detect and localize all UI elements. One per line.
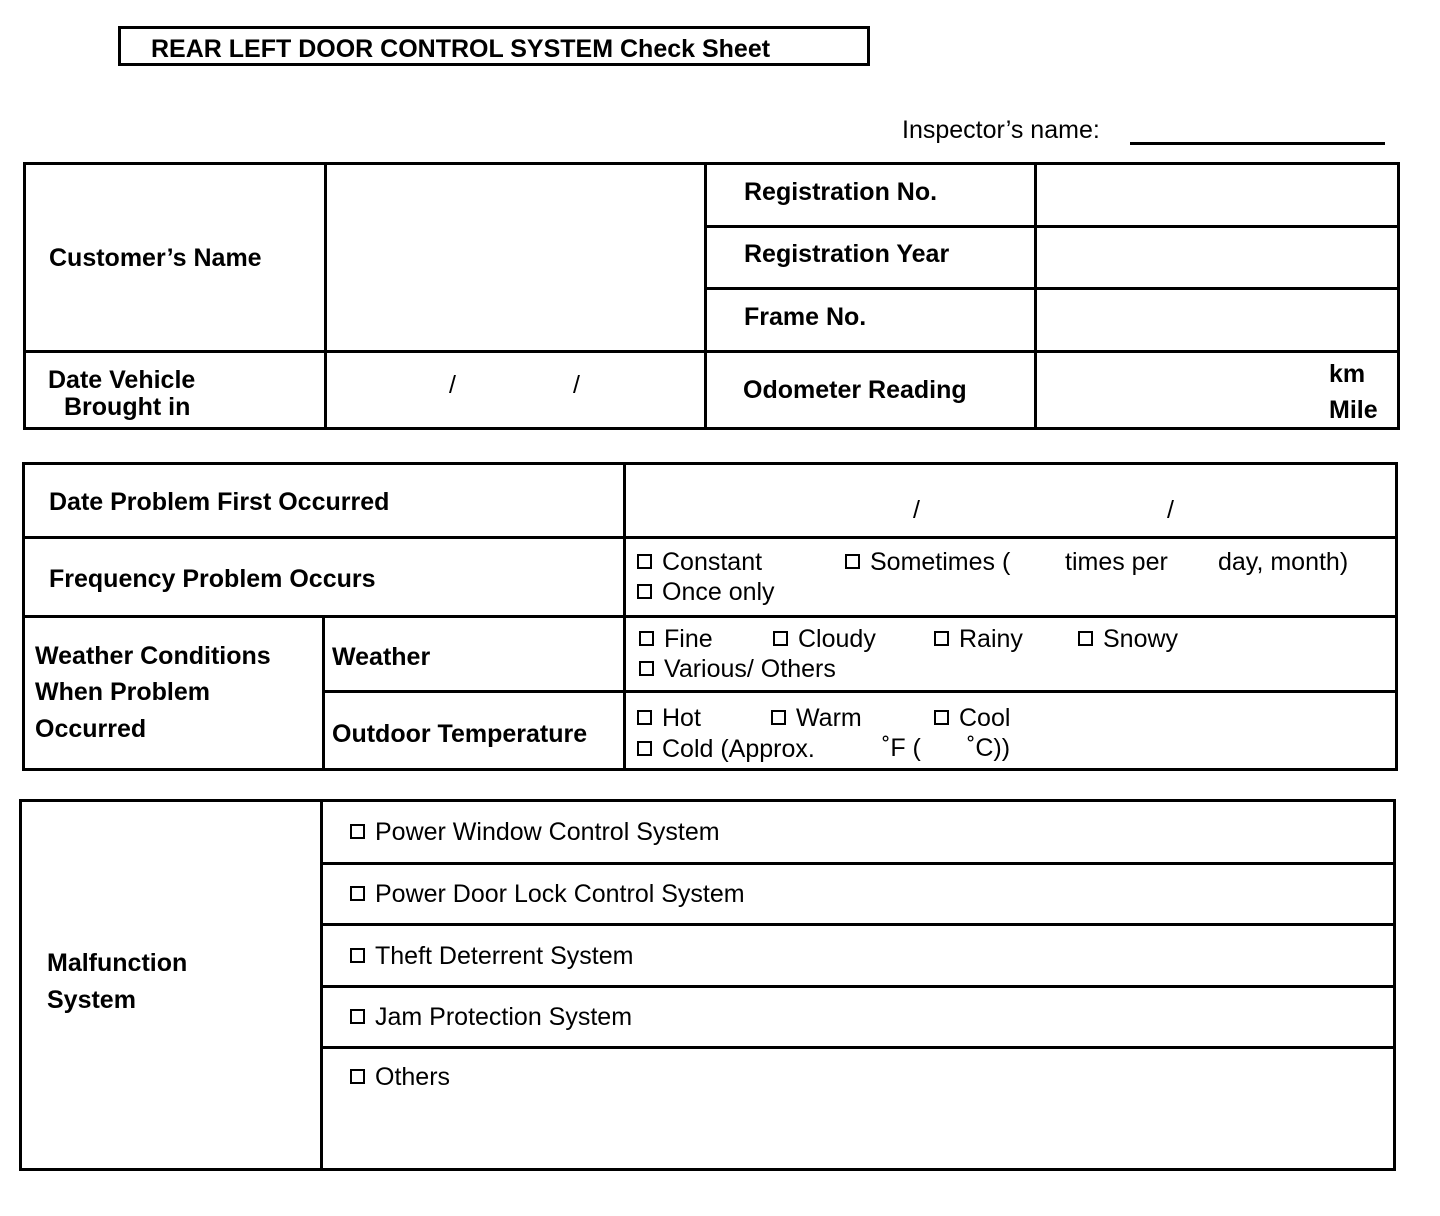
vehicle-info-table xyxy=(23,162,1400,430)
weather-option-rainy[interactable]: Rainy xyxy=(934,627,1023,652)
temperature-c-unit: ˚C)) xyxy=(967,734,1011,762)
frequency-sometimes-option[interactable]: Sometimes ( xyxy=(845,550,1010,575)
frequency-day-month: day, month) xyxy=(1218,548,1349,576)
checkbox-icon[interactable] xyxy=(350,1009,365,1024)
customer-name-label: Customer’s Name xyxy=(49,244,262,272)
inspector-name-field[interactable] xyxy=(1130,142,1385,145)
checkbox-icon[interactable] xyxy=(771,710,786,725)
date-separator: / xyxy=(573,371,580,399)
checkbox-icon[interactable] xyxy=(637,710,652,725)
customer-name-field[interactable] xyxy=(327,165,704,350)
malfunction-option-power-window[interactable]: Power Window Control System xyxy=(350,820,720,845)
checkbox-icon[interactable] xyxy=(637,554,652,569)
checkbox-icon[interactable] xyxy=(934,710,949,725)
checkbox-icon[interactable] xyxy=(1078,631,1093,646)
odometer-label: Odometer Reading xyxy=(743,376,967,404)
page-title: REAR LEFT DOOR CONTROL SYSTEM Check Sheet xyxy=(151,35,771,63)
problem-info-table xyxy=(22,462,1398,771)
malfunction-option-power-door-lock[interactable]: Power Door Lock Control System xyxy=(350,882,745,907)
checkbox-icon[interactable] xyxy=(845,554,860,569)
weather-label: Weather xyxy=(332,643,431,671)
odometer-unit-mile: Mile xyxy=(1329,396,1378,424)
frequency-times-per: times per xyxy=(1065,548,1168,576)
temperature-label: Outdoor Temperature xyxy=(332,720,588,748)
checkbox-icon[interactable] xyxy=(639,631,654,646)
frequency-constant-option[interactable]: Constant xyxy=(637,550,762,575)
odometer-unit-km: km xyxy=(1329,360,1366,388)
frequency-label: Frequency Problem Occurs xyxy=(49,565,376,593)
checkbox-icon[interactable] xyxy=(773,631,788,646)
registration-year-field[interactable] xyxy=(1037,228,1397,287)
checkbox-icon[interactable] xyxy=(350,824,365,839)
malfunction-label-line2: System xyxy=(47,986,136,1014)
weather-option-snowy[interactable]: Snowy xyxy=(1078,627,1178,652)
date-brought-in-label-line1: Date Vehicle xyxy=(48,366,196,394)
date-separator: / xyxy=(449,371,456,399)
date-brought-in-label-line2: Brought in xyxy=(64,393,191,421)
temperature-option-hot[interactable]: Hot xyxy=(637,706,701,731)
weather-option-various-others[interactable]: Various/ Others xyxy=(639,657,836,682)
checkbox-icon[interactable] xyxy=(934,631,949,646)
checkbox-icon[interactable] xyxy=(637,584,652,599)
registration-no-field[interactable] xyxy=(1037,165,1397,225)
title-box xyxy=(118,26,870,66)
frame-no-label: Frame No. xyxy=(744,303,867,331)
malfunction-table xyxy=(19,799,1396,1171)
malfunction-option-jam-protection[interactable]: Jam Protection System xyxy=(350,1005,632,1030)
checkbox-icon[interactable] xyxy=(350,886,365,901)
checkbox-icon[interactable] xyxy=(350,1069,365,1084)
frequency-once-only-option[interactable]: Once only xyxy=(637,580,775,605)
malfunction-option-others[interactable]: Others xyxy=(350,1065,450,1090)
malfunction-option-theft-deterrent[interactable]: Theft Deterrent System xyxy=(350,944,633,969)
checkbox-icon[interactable] xyxy=(350,948,365,963)
frame-no-field[interactable] xyxy=(1037,290,1397,350)
weather-conditions-label-line3: Occurred xyxy=(35,715,147,743)
date-separator: / xyxy=(913,496,920,524)
checkbox-icon[interactable] xyxy=(637,741,652,756)
inspector-label: Inspector’s name: xyxy=(902,116,1100,144)
temperature-f-unit: ˚F ( xyxy=(882,734,921,762)
weather-conditions-label-line2: When Problem xyxy=(35,678,211,706)
date-first-occurred-label: Date Problem First Occurred xyxy=(49,488,390,516)
temperature-option-cool[interactable]: Cool xyxy=(934,706,1010,731)
weather-option-cloudy[interactable]: Cloudy xyxy=(773,627,876,652)
malfunction-label-line1: Malfunction xyxy=(47,949,188,977)
checkbox-icon[interactable] xyxy=(639,661,654,676)
registration-year-label: Registration Year xyxy=(744,240,950,268)
date-separator: / xyxy=(1167,496,1174,524)
registration-no-label: Registration No. xyxy=(744,178,938,206)
temperature-option-warm[interactable]: Warm xyxy=(771,706,862,731)
weather-option-fine[interactable]: Fine xyxy=(639,627,713,652)
weather-conditions-label-line1: Weather Conditions xyxy=(35,642,271,670)
temperature-option-cold[interactable]: Cold (Approx. xyxy=(637,737,815,762)
